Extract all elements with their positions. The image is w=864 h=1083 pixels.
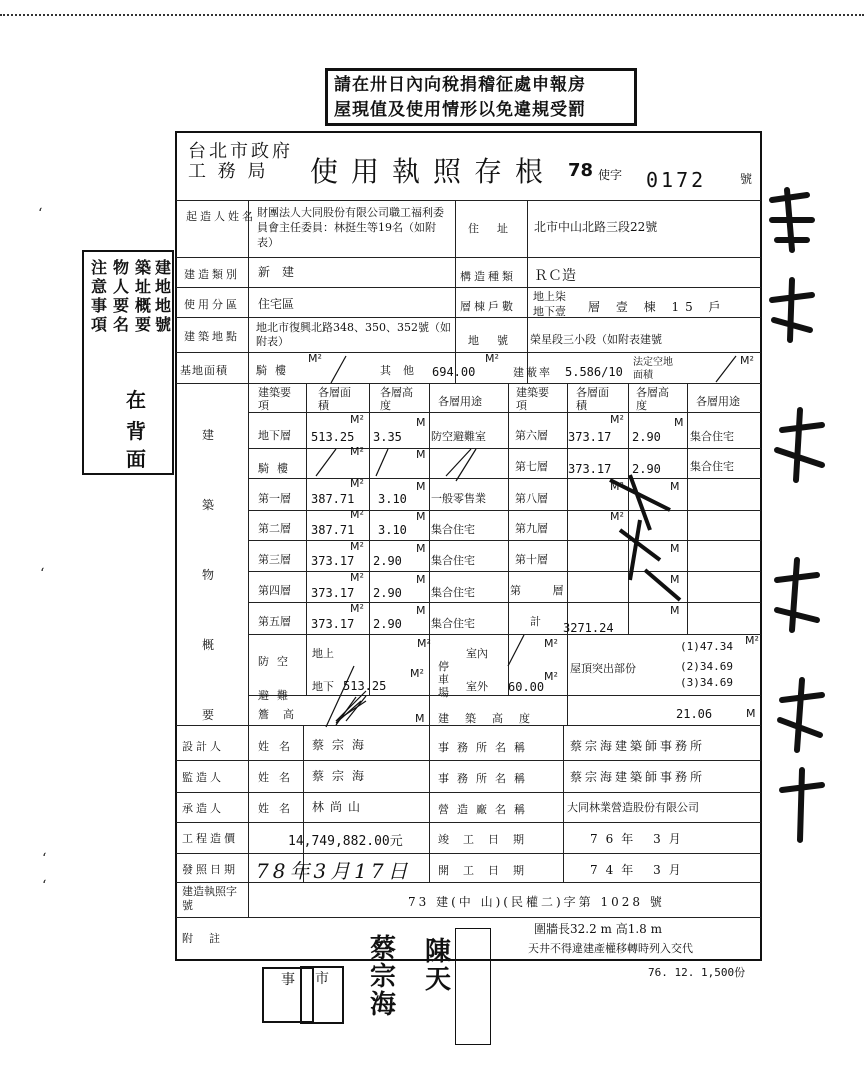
floor-area: 513.25 bbox=[311, 430, 355, 444]
floor-area: 373.17 bbox=[311, 586, 355, 600]
margin-handwriting bbox=[762, 180, 862, 860]
unit-m: M bbox=[670, 542, 680, 555]
floor-area: 373.17 bbox=[568, 430, 612, 444]
remarks-line-1: 圍牆長32.2 m 高1.8 m bbox=[534, 922, 663, 936]
unit-m: M bbox=[670, 480, 680, 493]
unit-m: M bbox=[415, 712, 425, 725]
floor-name: 地下層 bbox=[258, 429, 291, 442]
contractor-label: 承造人 bbox=[182, 802, 224, 815]
unit-m2: M² bbox=[610, 480, 624, 493]
unit-m2: M² bbox=[740, 354, 754, 367]
address-value: 北市中山北路三段22號 bbox=[534, 220, 658, 234]
permit-suffix: 號 bbox=[740, 172, 753, 186]
lot-value: 榮星段三小段（如附表建號 bbox=[530, 333, 662, 346]
unit-m: M bbox=[416, 604, 426, 617]
notice-line-1: 請在卅日內向稅捐稽征處申報房 bbox=[334, 75, 586, 95]
unit-m2: M² bbox=[350, 445, 364, 458]
zone-value: 住宅區 bbox=[258, 297, 295, 311]
eave-height-label: 簷高 bbox=[258, 708, 308, 721]
unit-m: M bbox=[416, 542, 426, 555]
col-height-right: 各層高度 bbox=[636, 386, 669, 412]
floor-height: 3.10 bbox=[378, 523, 407, 537]
floor-total-label: 計 bbox=[530, 615, 541, 628]
parking-indoor-label: 室內 bbox=[466, 647, 488, 660]
side-note-extra-1: 在 bbox=[126, 388, 146, 412]
permit-year: 78 bbox=[568, 160, 594, 181]
designer-office: 蔡宗海建築師事務所 bbox=[570, 739, 706, 753]
floor-area: 373.17 bbox=[568, 462, 612, 476]
floor-name: 第十層 bbox=[515, 553, 548, 566]
completion-value: 76年 3月 bbox=[590, 832, 689, 846]
unit-m2: M² bbox=[410, 667, 424, 680]
build-type-value: 新建 bbox=[258, 265, 307, 279]
official-seal-right: 市 bbox=[300, 966, 344, 1024]
start-value: 74年 3月 bbox=[590, 863, 689, 877]
slash bbox=[508, 635, 524, 666]
floor-area: 373.17 bbox=[311, 617, 355, 631]
floor-name: 第一層 bbox=[258, 492, 291, 505]
contractor-office-label: 營造廠名稱 bbox=[438, 803, 533, 816]
unit-m2: M² bbox=[417, 637, 431, 650]
completion-label: 竣工日期 bbox=[438, 833, 538, 846]
margin-mark: ‘ bbox=[42, 878, 47, 894]
floor-height: 2.90 bbox=[632, 430, 661, 444]
parking-outdoor-value: 60.00 bbox=[508, 680, 545, 694]
slash bbox=[316, 449, 336, 476]
parking-label: 停車場 bbox=[438, 660, 449, 699]
print-run: 76. 12. 1,500份 bbox=[648, 966, 746, 979]
remarks-line-2: 天井不得違建產權移轉時列入交代 bbox=[528, 942, 693, 955]
building-height-value: 21.06 bbox=[676, 707, 713, 721]
floor-area: 387.71 bbox=[311, 523, 355, 537]
col-area-left: 各層面積 bbox=[318, 386, 351, 412]
build-type-label: 建造類別 bbox=[184, 268, 240, 281]
side-note-col-2: 築址概要 bbox=[134, 258, 151, 334]
floor-name: 第二層 bbox=[258, 522, 291, 535]
floors-above: 地上柒 bbox=[533, 290, 566, 303]
unit-m: M bbox=[670, 573, 680, 586]
slash bbox=[331, 356, 346, 383]
roof-value-3: (3)34.69 bbox=[680, 676, 733, 689]
unit-m2: M² bbox=[350, 540, 364, 553]
col-area-right: 各層面積 bbox=[576, 386, 609, 412]
form-title: 使用執照存根 bbox=[310, 155, 557, 188]
unit-m: M bbox=[674, 416, 684, 429]
contractor-name-label: 姓名 bbox=[258, 802, 300, 815]
designer-label: 設計人 bbox=[182, 740, 224, 753]
floor-use: 一般零售業 bbox=[431, 492, 486, 505]
margin-mark: ‘ bbox=[38, 206, 43, 222]
site-value: 地北市復興北路348、350、352號（如附表） bbox=[256, 321, 451, 348]
arcade-label: 騎樓 bbox=[256, 364, 294, 377]
roof-value-1: (1)47.34 bbox=[680, 640, 733, 653]
floor-height: 3.35 bbox=[373, 430, 402, 444]
other-area-value: 694.00 bbox=[432, 365, 476, 379]
supervisor-name-label: 姓名 bbox=[258, 771, 300, 784]
dept-line-2: 工 務 局 bbox=[188, 161, 269, 182]
floor-area: 373.17 bbox=[311, 554, 355, 568]
coverage-value: 5.586/10 bbox=[565, 365, 623, 379]
remarks-label: 附註 bbox=[182, 932, 236, 945]
floor-use: 集合住宅 bbox=[431, 554, 475, 567]
side-note-col-4: 注意事項 bbox=[90, 258, 107, 334]
dept-line-1: 台北市政府 bbox=[188, 141, 293, 162]
supervisor-name: 蔡宗海 bbox=[312, 769, 373, 783]
shelter-above-label: 地上 bbox=[312, 647, 334, 660]
building-summary-label: 建 築 物 概 要 bbox=[202, 428, 215, 722]
floors-tail: 層 壹 棟 15 戶 bbox=[588, 300, 727, 314]
floor-name: 第七層 bbox=[515, 460, 548, 473]
side-note-col-1: 建地地號 bbox=[154, 258, 171, 334]
unit-m2: M² bbox=[610, 413, 624, 426]
floor-name: 第六層 bbox=[515, 429, 548, 442]
unit-m: M bbox=[416, 573, 426, 586]
floor-use: 集合住宅 bbox=[431, 523, 475, 536]
floor-use: 集合住宅 bbox=[690, 430, 734, 443]
floor-use: 集合住宅 bbox=[431, 586, 475, 599]
side-note-col-3: 物人要名 bbox=[112, 258, 129, 334]
slash bbox=[376, 449, 388, 476]
site-label: 建築地點 bbox=[184, 330, 240, 343]
unit-m2: M² bbox=[745, 634, 759, 647]
supervisor-label: 監造人 bbox=[182, 771, 224, 784]
structure-value: ＲＣ造 bbox=[534, 268, 576, 284]
floor-use: 集合住宅 bbox=[690, 460, 734, 473]
unit-m2: M² bbox=[350, 602, 364, 615]
col-use-right: 各層用途 bbox=[696, 395, 740, 408]
floor-area: 387.71 bbox=[311, 492, 355, 506]
contractor-office: 大同林業營造股份有限公司 bbox=[567, 801, 699, 814]
issue-date-label: 發照日期 bbox=[182, 863, 238, 876]
structure-label: 構造種類 bbox=[460, 270, 516, 283]
unit-m: M bbox=[416, 448, 426, 461]
tax-notice-stamp bbox=[325, 68, 637, 126]
side-note-extra-2: 背 bbox=[126, 419, 146, 443]
official-seal-left: 事 bbox=[262, 967, 314, 1023]
parking-outdoor-label: 室外 bbox=[466, 680, 488, 693]
scan-top-edge bbox=[0, 0, 864, 16]
designer-office-label: 事務所名稱 bbox=[438, 741, 533, 754]
floor-name: 第四層 bbox=[258, 584, 291, 597]
floor-name: 騎樓 bbox=[258, 462, 296, 475]
shelter-label: 防空避難 bbox=[258, 655, 296, 702]
start-label: 開工日期 bbox=[438, 864, 538, 877]
floor-height: 2.90 bbox=[373, 554, 402, 568]
col-floor-right: 建築要項 bbox=[516, 386, 549, 412]
unit-m2: M² bbox=[350, 477, 364, 490]
col-height-left: 各層高度 bbox=[380, 386, 413, 412]
margin-mark: ‘ bbox=[42, 851, 47, 867]
permit-ref-label: 建造執照字號 bbox=[182, 885, 237, 912]
col-use-left: 各層用途 bbox=[438, 395, 482, 408]
floor-use: 集合住宅 bbox=[431, 617, 475, 630]
side-note-extra-3: 面 bbox=[126, 447, 146, 471]
permit-number: 0172 bbox=[646, 168, 707, 192]
notice-line-2: 屋現值及使用情形以免違規受罰 bbox=[334, 100, 586, 120]
unit-m2: M² bbox=[350, 413, 364, 426]
contractor-name: 林尚山 bbox=[312, 800, 367, 814]
site-area-label: 基地面積 bbox=[180, 364, 228, 377]
floor-name: 第九層 bbox=[515, 522, 548, 535]
floor-name: 第五層 bbox=[258, 615, 291, 628]
unit-m2: M² bbox=[485, 352, 499, 365]
floor-height: 2.90 bbox=[373, 586, 402, 600]
unit-m2: M² bbox=[610, 510, 624, 523]
margin-mark: ‘ bbox=[40, 566, 45, 582]
floor-height: 2.90 bbox=[632, 462, 661, 476]
unit-m2: M² bbox=[544, 670, 558, 683]
unit-m2: M² bbox=[350, 508, 364, 521]
floor-total-area: 3271.24 bbox=[563, 621, 614, 635]
issue-date-value: 78年3月17日 bbox=[256, 859, 412, 883]
side-note-stamp bbox=[82, 250, 174, 475]
designer-name: 蔡宗海 bbox=[312, 738, 373, 752]
building-height-label: 建築高度 bbox=[438, 712, 546, 725]
unit-m2: M² bbox=[308, 352, 322, 365]
builder-value: 財團法人大同股份有限公司職工福利委員會主任委員：林挺生等19名（如附表） bbox=[257, 206, 444, 249]
supervisor-office: 蔡宗海建築師事務所 bbox=[570, 770, 706, 784]
cost-value: 14,749,882.00元 bbox=[288, 834, 403, 849]
permit-ref-value: 73 建(中 山)(民權二)字第 1028 號 bbox=[408, 895, 665, 909]
floor-name: 第 層 bbox=[510, 584, 578, 597]
roof-label: 屋頂突出部份 bbox=[570, 662, 636, 675]
floor-name: 第三層 bbox=[258, 553, 291, 566]
floor-name: 第八層 bbox=[515, 492, 548, 505]
shelter-below-value: 513.25 bbox=[343, 679, 387, 693]
unit-m: M bbox=[416, 416, 426, 429]
floor-height: 2.90 bbox=[373, 617, 402, 631]
zone-label: 使用分區 bbox=[184, 298, 240, 311]
cost-label: 工程造價 bbox=[182, 832, 238, 845]
official-seal-vertical bbox=[455, 928, 491, 1045]
slash bbox=[716, 356, 736, 382]
supervisor-office-label: 事務所名稱 bbox=[438, 772, 533, 785]
signature-stamp-1: 蔡宗海 bbox=[370, 934, 397, 1020]
signature-stamp-2: 陳天 bbox=[425, 937, 452, 995]
permit-type: 使字 bbox=[598, 168, 623, 182]
unit-m: M bbox=[746, 707, 756, 720]
designer-name-label: 姓名 bbox=[258, 740, 300, 753]
legal-open-space-label: 法定空地面積 bbox=[633, 357, 673, 381]
unit-m2: M² bbox=[544, 637, 558, 650]
unit-m: M bbox=[670, 604, 680, 617]
diagonal-stamp bbox=[600, 470, 690, 610]
floors-below: 地下壹 bbox=[533, 305, 566, 318]
coverage-label: 建蔽率 bbox=[513, 366, 552, 379]
floors-label: 層棟戶數 bbox=[460, 300, 516, 313]
builder-label: 起造人姓名 bbox=[186, 210, 256, 223]
unit-m: M bbox=[416, 480, 426, 493]
floor-height: 3.10 bbox=[378, 492, 407, 506]
roof-value-2: (2)34.69 bbox=[680, 660, 733, 673]
shelter-below-label: 地下 bbox=[312, 680, 334, 693]
floor-use: 防空避難室 bbox=[431, 430, 486, 443]
lot-label: 地號 bbox=[468, 334, 526, 347]
unit-m: M bbox=[416, 510, 426, 523]
address-label: 住址 bbox=[468, 222, 526, 235]
unit-m2: M² bbox=[350, 571, 364, 584]
other-label: 其他 bbox=[380, 364, 426, 377]
col-floor-left: 建築要項 bbox=[258, 386, 291, 412]
